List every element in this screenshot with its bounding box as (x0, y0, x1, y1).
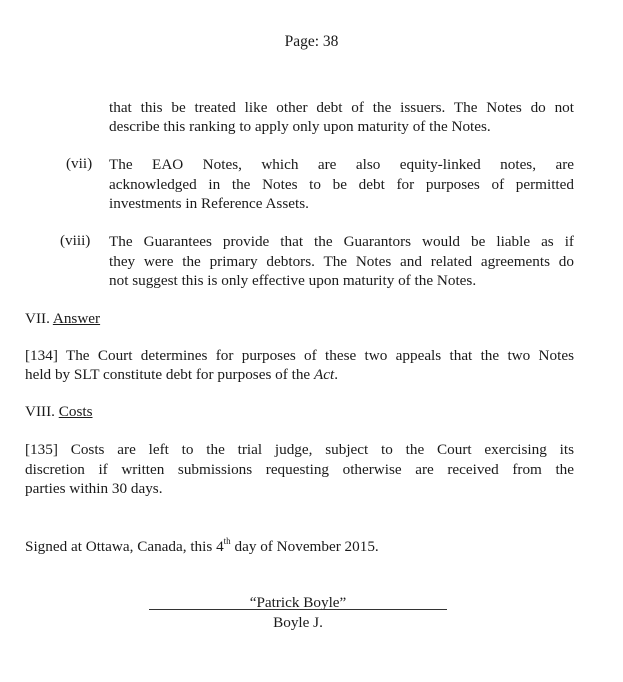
text-line (25, 366, 338, 384)
text-line: acknowledged in the Notes to be debt for purposes of permitted (109, 176, 574, 193)
ordinal-suffix: th (223, 536, 231, 546)
text-run: Signed at Ottawa, Canada, this 4 (25, 538, 224, 555)
signature-line (149, 609, 447, 610)
text-line: describe this ranking to apply only upon maturity of the Notes. (109, 118, 491, 135)
section-heading-answer (25, 310, 100, 328)
act-reference: Act (313, 366, 335, 383)
text-line: The EAO Notes, which are also equity-linked notes, are (109, 156, 574, 173)
text-line: that this be treated like other debt of the issuers. The Notes do not (109, 99, 574, 116)
section-numeral: VIII. (25, 403, 55, 420)
judge-title: Boyle J. (273, 614, 323, 631)
section-title: Costs (58, 403, 93, 420)
text-run: held by SLT constitute debt for purposes of the (25, 366, 311, 383)
item-number: (viii) (60, 232, 91, 249)
text-line: [135] Costs are left to the trial judge, subject to the Court exercising its (25, 441, 574, 458)
section-numeral: VII. (25, 310, 50, 327)
item-number: (vii) (66, 155, 93, 172)
signature-name: “Patrick Boyle” (249, 594, 347, 611)
text-line: not suggest this is only effective upon maturity of the Notes. (109, 272, 477, 289)
section-title: Answer (52, 310, 101, 327)
section-heading-costs (25, 403, 93, 421)
text-run: day of November 2015. (230, 538, 379, 555)
signed-statement (25, 538, 379, 556)
text-line: The Guarantees provide that the Guarantors would be liable as if (109, 233, 574, 250)
text-line: they were the primary debtors. The Notes and related agreements do (109, 253, 574, 270)
text-line: investments in Reference Assets. (109, 195, 309, 212)
text-line: discretion if written submissions requesting otherwise are received from the (25, 461, 574, 478)
text-run: . (334, 366, 338, 383)
text-line: [134] The Court determines for purposes of these two appeals that the two Notes (25, 347, 574, 364)
page-number: Page: 38 (284, 33, 339, 50)
text-line: parties within 30 days. (25, 480, 163, 497)
